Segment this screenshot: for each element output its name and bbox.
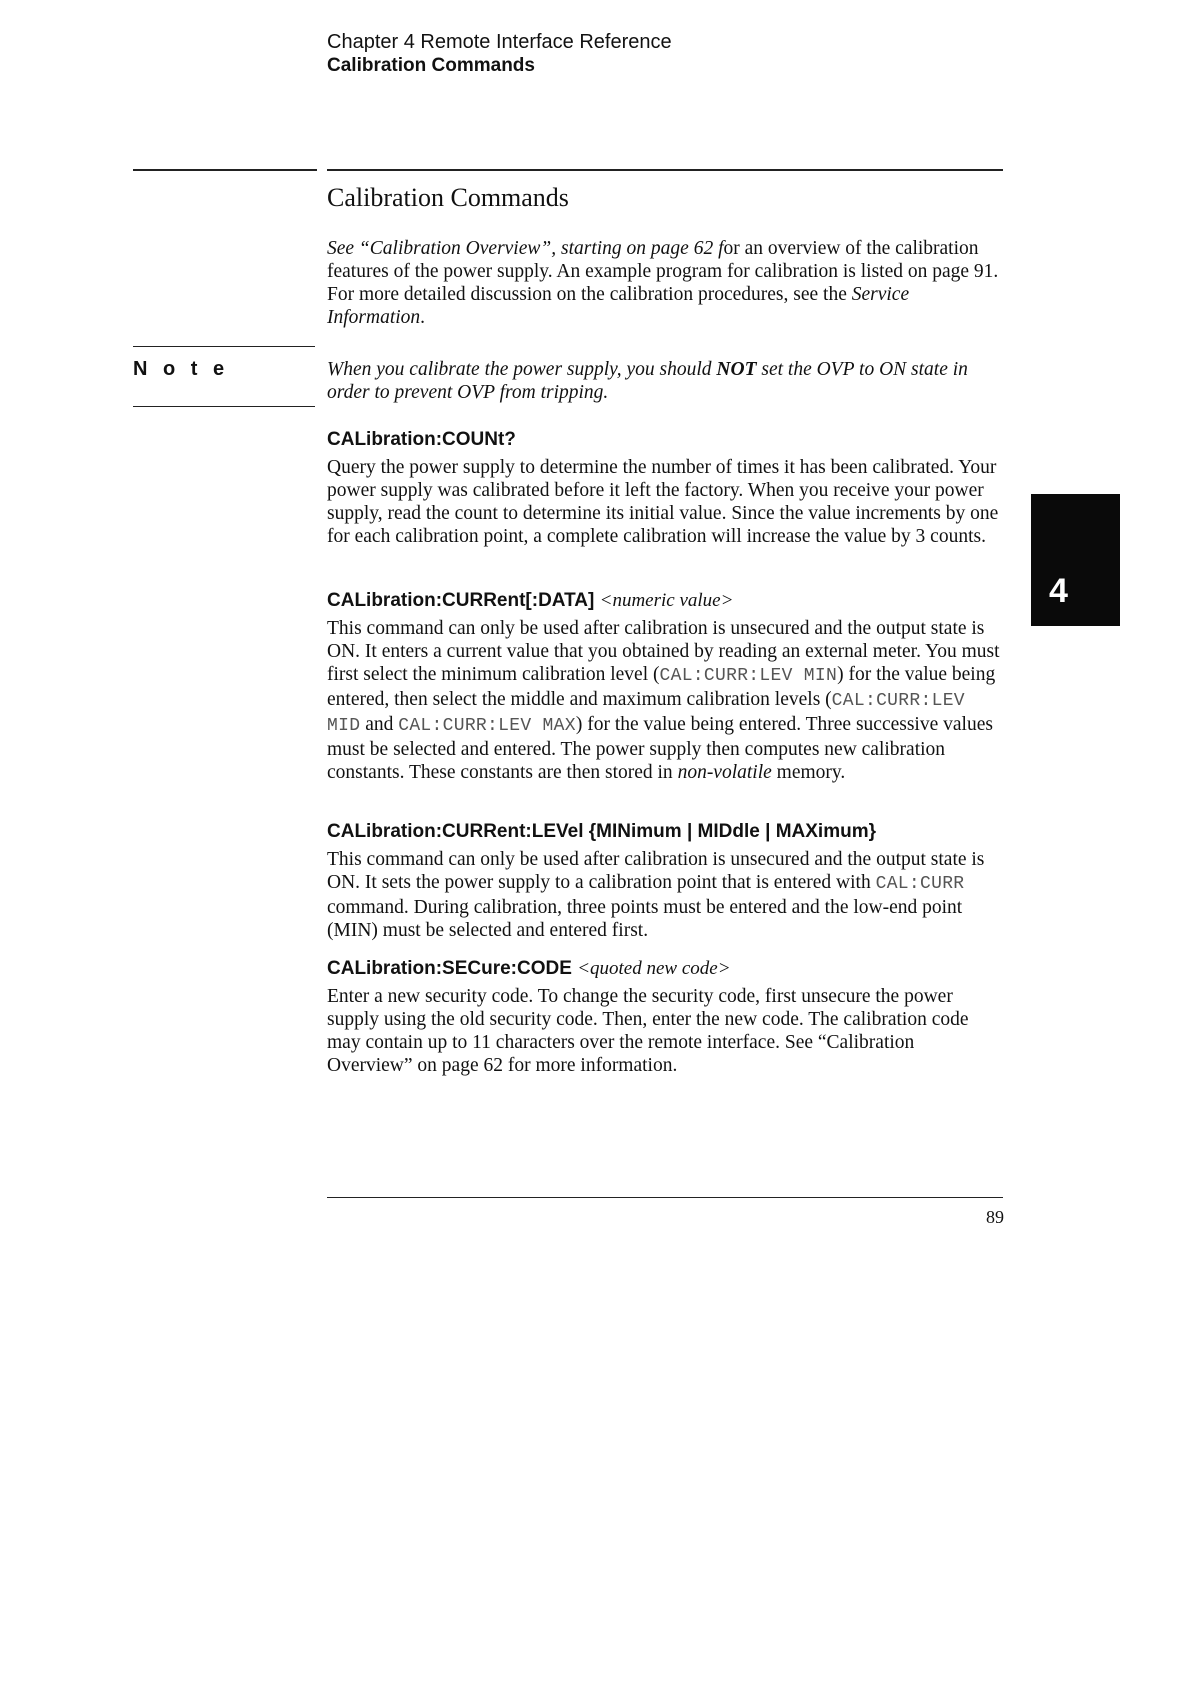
running-header-section: Calibration Commands [327,55,535,76]
footer-rule [327,1197,1003,1198]
command-heading-current-level: CALibration:CURRent:LEVel {MINimum | MIDdle | MAXimum} [327,821,876,842]
chapter-tab [1031,494,1120,626]
margin-rule-top [133,169,317,171]
note-label: N o t e [133,358,230,380]
code-max-level: CAL:CURR:LEV MAX [398,716,576,736]
command-description-secure-code: Enter a new security code. To change the security code, first unsecure the power supply using the old security code. Then, enter the new code. The calibration code may contain up to 11 characters over the remote interface. See “Calibration Overview” on page 62 for more information. [327,986,969,1076]
code-mid-level: CAL:CURR:LEV MID [327,691,965,736]
code-cal-curr: CAL:CURR [875,874,965,894]
section-rule-top [327,169,1003,171]
note-text: When you calibrate the power supply, you should NOT set the OVP to ON state in order to prevent OVP from tripping. [327,359,968,403]
non-volatile-term: non-volatile [677,762,772,783]
command-heading-current-data: CALibration:CURRent[:DATA] <numeric value> [327,590,734,611]
command-heading-count: CALibration:COUNt? [327,429,516,450]
service-information-ref: Service Information [327,284,910,328]
intro-paragraph: See “Calibration Overview”, starting on page 62 for an overview of the calibration features of the power supply. An example program for calibration is listed on page 91. For more detailed discussion on the calibration procedures, see the Service Information. [327,238,999,328]
note-rule-top [133,346,315,347]
intro-reference: See “Calibration Overview”, starting on page 62 f [327,238,724,259]
page-number: 89 [986,1207,1004,1227]
chapter-tab-number: 4 [1049,572,1068,610]
command-description-current-level: This command can only be used after calibration is unsecured and the output state is ON. It sets the power supply to a calibration point that is entered with CAL:CURR command. During calibration, three points must be entered and the low-end point (MIN) must be selected and entered first. [327,849,985,941]
note-emphasis: NOT [716,359,757,380]
command-heading-secure-code: CALibration:SECure:CODE <quoted new code> [327,958,731,979]
command-parameter: <numeric value> [599,590,734,611]
command-description-count: Query the power supply to determine the number of times it has been calibrated. Your power supply was calibrated before it left the factory. When you receive your power supply, read the count to determine its initial value. Since the value increments by one for each calibration point, a complete calibration will increase the value by 3 counts. [327,457,999,547]
running-header-chapter: Chapter 4 Remote Interface Reference [327,31,672,53]
code-min-level: CAL:CURR:LEV MIN [659,666,838,686]
command-description-current-data: This command can only be used after calibration is unsecured and the output state is ON. It enters a current value that you obtained by reading an external meter. You must first select the minimum calibration level (CAL:CURR:LEV MIN) for the value being entered, then select the middle and maximum calibration levels (CAL:CURR:LEV MID and CAL:CURR:LEV MAX) for the value being entered. Three successive values must be selected and entered. The power supply then computes new calibration constants. These constants are then stored in non-volatile memory. [327,618,1000,783]
command-parameter: <quoted new code> [577,958,731,979]
note-rule-bottom [133,406,315,407]
section-title: Calibration Commands [327,183,569,212]
